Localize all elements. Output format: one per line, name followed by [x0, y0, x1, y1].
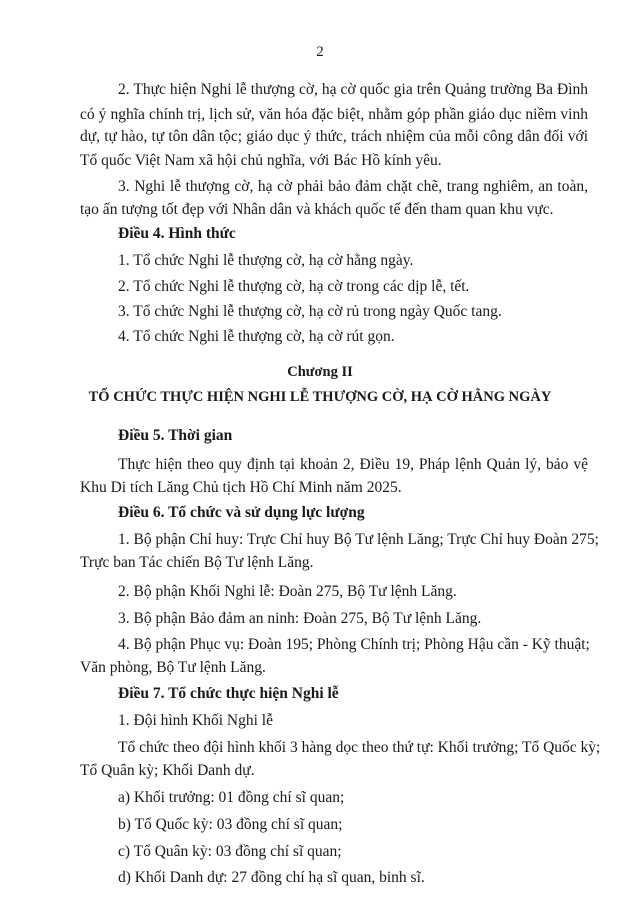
- article-6-heading: Điều 6. Tổ chức và sử dụng lực lượng: [118, 504, 365, 521]
- article-6-item-2: 2. Bộ phận Khối Nghi lễ: Đoàn 275, Bộ Tư lệnh Lăng.: [118, 583, 457, 600]
- para3-line-1: 3. Nghi lễ thượng cờ, hạ cờ phải bảo đảm chặt chẽ, trang nghiêm, an toàn,: [118, 178, 588, 195]
- article-7-item-a: a) Khối trưởng: 01 đồng chí sĩ quan;: [118, 789, 345, 806]
- article-6-item-3: 3. Bộ phận Bảo đảm an ninh: Đoàn 275, Bộ Tư lệnh Lăng.: [118, 610, 482, 627]
- para3-line-2: tạo ấn tượng tốt đẹp với Nhân dân và khách quốc tế đến tham quan khu vực.: [80, 201, 554, 218]
- para2-line-1: 2. Thực hiện Nghi lễ thượng cờ, hạ cờ quốc gia trên Quảng trường Ba Đình: [118, 81, 588, 98]
- article-7-intro-line-2: Tổ Quân kỳ; Khối Danh dự.: [80, 762, 255, 779]
- article-7-item-b: b) Tổ Quốc kỳ: 03 đồng chí sĩ quan;: [118, 816, 343, 833]
- para2-line-3: dự, tự hào, tự tôn dân tộc; giáo dục ý thức, trách nhiệm của mỗi công dân đối với: [80, 128, 588, 145]
- article-7-heading: Điều 7. Tổ chức thực hiện Nghi lễ: [118, 685, 339, 702]
- article-7-item-c: c) Tổ Quân kỳ: 03 đồng chí sĩ quan;: [118, 843, 342, 860]
- article-6-item-1-line-1: 1. Bộ phận Chỉ huy: Trực Chỉ huy Bộ Tư lệnh Lăng; Trực Chỉ huy Đoàn 275;: [118, 531, 599, 548]
- article-7-intro-line-1: Tổ chức theo đội hình khối 3 hàng dọc theo thứ tự: Khối trưởng; Tổ Quốc kỳ;: [118, 739, 601, 756]
- article-4-item-4: 4. Tổ chức Nghi lễ thượng cờ, hạ cờ rút gọn.: [118, 328, 395, 345]
- article-5-line-1: Thực hiện theo quy định tại khoản 2, Điều 19, Pháp lệnh Quản lý, bảo vệ: [118, 456, 588, 473]
- article-7-subheading-1: 1. Đội hình Khối Nghi lễ: [118, 712, 273, 729]
- para2-line-2: có ý nghĩa chính trị, lịch sử, văn hóa đặc biệt, nhằm góp phần giáo dục niềm vinh: [80, 106, 588, 123]
- article-5-heading: Điều 5. Thời gian: [118, 427, 233, 444]
- article-5-line-2: Khu Di tích Lăng Chủ tịch Hồ Chí Minh năm 2025.: [80, 479, 402, 496]
- para2-line-4: Tổ quốc Việt Nam xã hội chủ nghĩa, với Bác Hồ kính yêu.: [80, 152, 442, 169]
- article-6-item-1-line-2: Trực ban Tác chiến Bộ Tư lệnh Lăng.: [80, 554, 314, 571]
- article-4-heading: Điều 4. Hình thức: [118, 225, 236, 242]
- article-6-item-4-line-1: 4. Bộ phận Phục vụ: Đoàn 195; Phòng Chính trị; Phòng Hậu cần - Kỹ thuật;: [118, 636, 590, 653]
- article-4-item-2: 2. Tổ chức Nghi lễ thượng cờ, hạ cờ trong các dịp lễ, tết.: [118, 278, 470, 295]
- chapter-label: Chương II: [287, 364, 353, 380]
- chapter-title: TỔ CHỨC THỰC HIỆN NGHI LỄ THƯỢNG CỜ, HẠ CỜ HẰNG NGÀY: [88, 389, 552, 405]
- page-number: 2: [316, 44, 324, 60]
- article-4-item-3: 3. Tổ chức Nghi lễ thượng cờ, hạ cờ rủ trong ngày Quốc tang.: [118, 303, 502, 320]
- article-6-item-4-line-2: Văn phòng, Bộ Tư lệnh Lăng.: [80, 659, 266, 676]
- article-7-item-d: d) Khối Danh dự: 27 đồng chí hạ sĩ quan, binh sĩ.: [118, 869, 425, 886]
- article-4-item-1: 1. Tổ chức Nghi lễ thượng cờ, hạ cờ hằng ngày.: [118, 252, 414, 269]
